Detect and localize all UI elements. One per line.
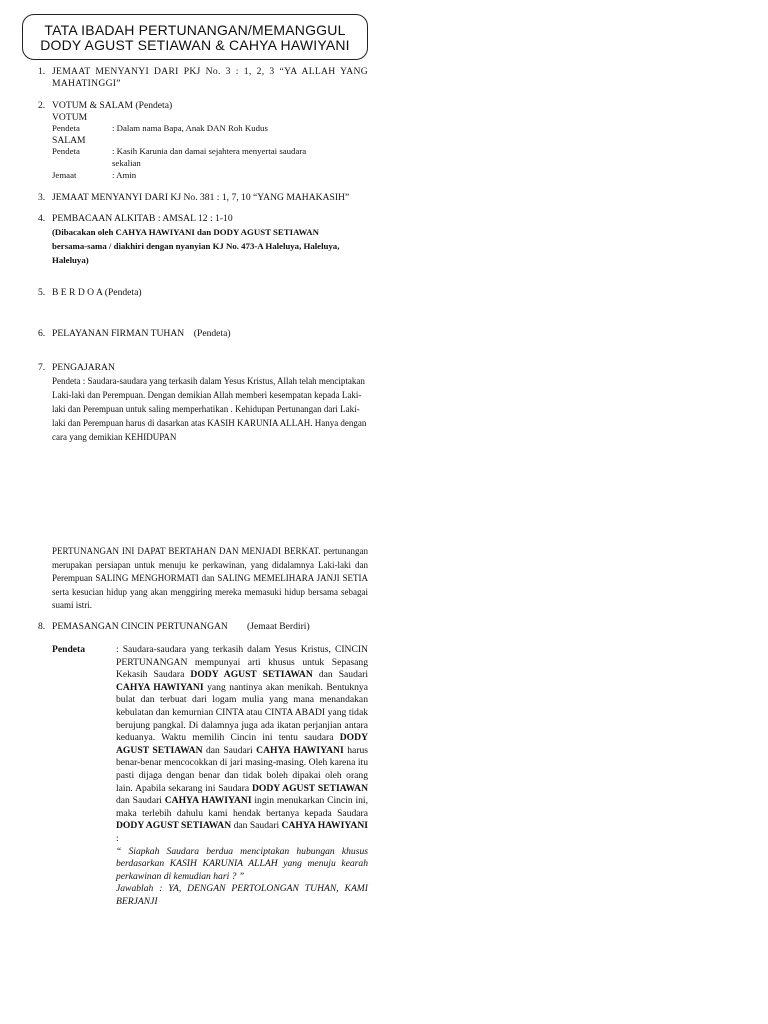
item-number: 1. <box>38 66 46 77</box>
reading-heading: PEMBACAAN ALKITAB : AMSAL 12 : 1-10 <box>52 213 233 224</box>
text-run: yang nantinya akan menikah. Bentuknya bulat dan terbuat dari logam mulia yang mana menandakan kebulatan dan kemurnian CINTA atau CINTA ABADI yang tidak berujung pangkal. Di dalamnya juga ada ikatan perjanjian antara keduanya. Waktu memilih Cincin ini tentu saudara <box>116 681 368 744</box>
item-number: 3. <box>38 192 46 203</box>
text-run: dan Saudari <box>312 669 368 681</box>
groom-name: DODY AGUST SETIAWAN <box>116 732 368 756</box>
bride-name: CAHYA HAWIYANI <box>164 795 252 807</box>
item-3 <box>38 192 368 204</box>
item-number: 2. <box>38 100 46 111</box>
item-text: PEMASANGAN CINCIN PERTUNANGAN (Jemaat Berdiri) <box>52 621 310 632</box>
text-run: ingin menukarkan Cincin ini, maka terlebih dahulu kami hendak bertanya kepada Saudara <box>116 795 368 819</box>
row-value: : Dalam nama Bapa, Anak DAN Roh Kudus <box>112 123 268 134</box>
item-text: JEMAAT MENYANYI DARI PKJ No. 3 : 1, 2, 3 “YA ALLAH YANG MAHATINGGI” <box>52 66 368 89</box>
row-key: Jemaat <box>52 169 77 180</box>
item-7 <box>38 362 368 445</box>
title-line-2: DODY AGUST SETIAWAN & CAHYA HAWIYANI <box>40 37 350 53</box>
pendeta-ring-section <box>52 644 368 908</box>
teaching-heading: PENGAJARAN <box>52 362 115 373</box>
row-value: : Amin <box>112 169 137 180</box>
item-text: JEMAAT MENYANYI DARI KJ No. 381 : 1, 7, 10 “YANG MAHAKASIH” <box>52 192 350 203</box>
text-run: dan Saudari <box>116 795 165 807</box>
teaching-paragraph-1: Pendeta : Saudara-saudara yang terkasih dalam Yesus Kristus, Allah telah menciptakan Laki-laki dan Perempuan. Dengan demikian Allah memberi kesempatan kepada Laki-laki dan Perempuan untuk saling memperhatikan . Kehidupan Pertunangan dari Laki-laki dan Perempuan harus di dasarkan atas KASIH KARUNIA ALLAH. Hanya dengan cara yang demikian KEHIDUPAN <box>52 375 367 443</box>
title-line-1: TATA IBADAH PERTUNANGAN/MEMANGGUL <box>44 22 346 38</box>
row-key: Pendeta <box>52 146 80 157</box>
vow-answer: Jawablah : YA, DENGAN PERTOLONGAN TUHAN, KAMI BERJANJI <box>116 883 368 907</box>
vow-question: “ Siapkah Saudara berdua menciptakan hubungan khusus berdasarkan KASIH KARUNIA ALLAH yang menuju kearah perkawinan di kemudian hari ? ” <box>116 845 368 882</box>
item-number: 6. <box>38 328 46 339</box>
item-1 <box>38 66 368 89</box>
row-value: : Kasih Karunia dan damai sejahtera menyertai saudara sekalian <box>112 146 307 168</box>
votum-label: VOTUM <box>52 111 88 123</box>
ring-explanation <box>116 644 368 846</box>
teaching-continued <box>52 545 368 613</box>
title-box <box>22 14 368 60</box>
item-8 <box>38 621 368 633</box>
groom-name: DODY AGUST SETIAWAN <box>116 820 232 832</box>
item-number: 4. <box>38 213 46 224</box>
speaker-label: Pendeta <box>52 644 86 655</box>
item-number: 5. <box>38 287 46 298</box>
votum-salam-heading: VOTUM & SALAM (Pendeta) <box>52 100 173 111</box>
bride-name: CAHYA HAWIYANI <box>256 744 344 756</box>
row-key: Pendeta <box>52 123 80 134</box>
item-text: B E R D O A (Pendeta) <box>52 287 142 298</box>
bride-name: CAHYA HAWIYANI <box>116 681 204 693</box>
item-number: 8. <box>38 621 46 632</box>
item-5 <box>38 287 368 299</box>
salam-label: SALAM <box>52 134 86 146</box>
teaching-paragraph-2: PERTUNANGAN INI DAPAT BERTAHAN DAN MENJADI BERKAT. pertunangan merupakan persiapan untuk menuju ke perkawinan, yang didalamnya Laki-laki dan Perempuan SALING MENGHORMATI dan SALING MEMELIHARA JANJI SETIA serta kesucian hidup yang akan menggiring mereka memasuki hidup bersama sebagai suami istri. <box>52 546 368 611</box>
text-run: : Saudara-saudara yang terkasih dalam Yesus Kristus, CINCIN PERTUNANGAN mempunyai arti khusus untuk Sepasang Kekasih Saudara <box>116 644 368 681</box>
item-number: 7. <box>38 362 46 373</box>
text-run: harus benar-benar mencocokkan di jari masing-masing. Oleh karena itu pasti dijaga dengan benar dan tidak boleh dipakai oleh orang lain. Apabila sekarang ini Saudara <box>116 744 368 794</box>
text-run: : <box>116 832 119 844</box>
text-run: dan Saudari <box>202 744 257 756</box>
text-run: dan Saudari <box>231 820 282 832</box>
item-2 <box>38 100 368 181</box>
groom-name: DODY AGUST SETIAWAN <box>251 782 368 794</box>
reading-note: (Dibacakan oleh CAHYA HAWIYANI dan DODY AGUST SETIAWAN bersama-sama / diakhiri dengan nyanyian KJ No. 473-A Haleluya, Haleluya, Haleluya) <box>52 226 340 265</box>
groom-name: DODY AGUST SETIAWAN <box>190 669 313 681</box>
item-4 <box>38 213 368 267</box>
bride-name: CAHYA HAWIYANI <box>281 820 369 832</box>
item-text: PELAYANAN FIRMAN TUHAN (Pendeta) <box>52 328 231 339</box>
item-6 <box>38 328 368 340</box>
